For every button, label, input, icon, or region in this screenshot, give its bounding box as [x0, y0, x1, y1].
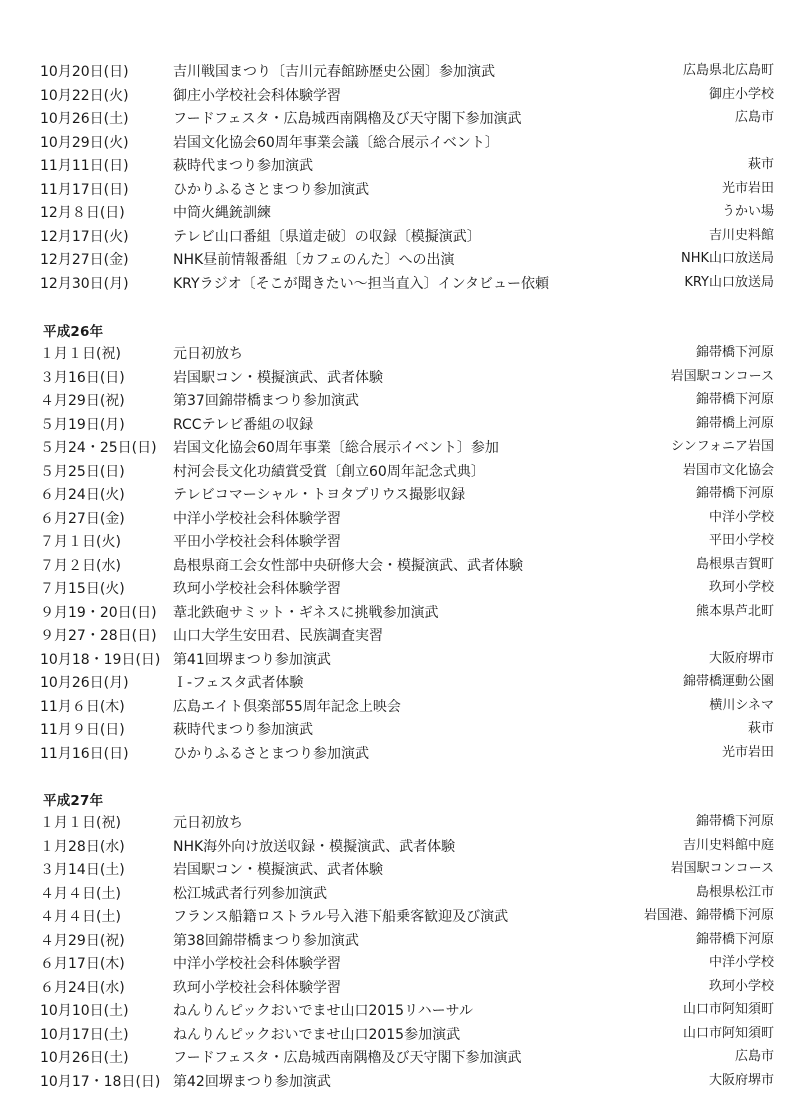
list-item: [0, 531, 800, 555]
row-event: ねんりんピックおいでませ山口2015参加演武: [173, 1026, 461, 1043]
row-event: 岩国文化協会60周年事業会議〔総合展示イベント〕: [173, 134, 499, 151]
row-place: 横川シネマ: [709, 697, 774, 713]
row-place: 光市岩田: [721, 180, 774, 196]
row-date: 10月29日(火): [40, 134, 129, 151]
row-place: 錦帯橋下河原: [695, 345, 774, 360]
row-event: 第38回錦帯橋まつり参加演武: [173, 932, 359, 949]
row-place: 錦帯橋下河原: [695, 814, 774, 829]
row-place: NHK山口放送局: [680, 251, 774, 266]
row-date: ７月15日(火): [40, 581, 125, 597]
row-place: 島根県吉賀町: [695, 556, 774, 572]
row-event: 岩国文化協会60周年事業〔総合展示イベント〕参加: [173, 440, 499, 456]
row-event: ひかりふるさとまつり参加演武: [173, 745, 369, 762]
row-place: 岩国市文化協会: [682, 462, 774, 478]
row-event: テレビ山口番組〔県道走破〕の収録〔模擬演武〕: [173, 228, 481, 245]
row-place: 広島市: [734, 1049, 774, 1064]
list-item: [0, 555, 800, 579]
row-place: 錦帯橋下河原: [695, 486, 774, 501]
row-event: 平田小学校社会科体験学習: [173, 534, 341, 550]
list-item: [0, 1000, 800, 1024]
list-item: [0, 836, 800, 860]
list-item: [0, 859, 800, 883]
row-date: ９月19・20日(日): [40, 604, 157, 621]
list-item: [0, 461, 800, 485]
row-place: 岩国駅コンコース: [670, 861, 774, 876]
row-date: １月１日(祝): [40, 346, 121, 362]
row-date: 11月17日(日): [40, 181, 129, 198]
list-item: [0, 249, 800, 273]
list-item: [0, 343, 800, 367]
row-place: うかい場: [721, 204, 774, 219]
row-event: 萩時代まつり参加演武: [173, 722, 313, 738]
row-place: 大阪府堺市: [708, 650, 774, 666]
list-item: [0, 883, 800, 907]
list-item: [0, 625, 800, 649]
row-place: 岩国駅コンコース: [670, 368, 774, 384]
row-date: ９月27・28日(日): [40, 628, 157, 644]
row-place: 岩国港、錦帯橋下河原: [643, 908, 774, 923]
row-date: 11月９日(日): [40, 722, 125, 738]
row-place: 吉川史料館中庭: [682, 837, 774, 853]
row-event: 山口大学生安田君、民族調査実習: [173, 628, 383, 644]
row-date: 10月17日(土): [40, 1026, 129, 1043]
row-event: フードフェスタ・広島城西南隅櫓及び天守閣下参加演武: [173, 1050, 522, 1066]
list-item: [0, 61, 800, 85]
list-item: [0, 696, 800, 720]
row-event: 玖珂小学校社会科体験学習: [173, 979, 341, 996]
row-date: 10月22日(火): [40, 87, 129, 104]
list-item: [0, 179, 800, 203]
row-place: 広島市: [734, 110, 774, 125]
row-date: ３月16日(日): [40, 369, 125, 386]
row-date: ４月４日(土): [40, 885, 121, 902]
row-event: 中洋小学校社会科体験学習: [173, 510, 341, 527]
row-date: ７月２日(水): [40, 557, 121, 574]
row-date: 10月17・18日(日): [40, 1073, 161, 1090]
row-date: 12月27日(金): [40, 252, 129, 268]
row-event: NHK海外向け放送収録・模擬演武、武者体験: [173, 838, 456, 855]
row-place: シンフォニア岩国: [670, 439, 774, 454]
row-date: 12月17日(火): [40, 228, 129, 245]
row-event: 元日初放ち: [173, 815, 243, 831]
row-place: 広島県北広島町: [682, 63, 774, 78]
row-event: 村河会長文化功績賞受賞〔創立60周年記念式典〕: [173, 463, 485, 480]
row-place: KRY山口放送局: [684, 274, 774, 290]
row-event: 岩国駅コン・模擬演武、武者体験: [173, 862, 383, 878]
row-date: 11月11日(日): [40, 158, 129, 174]
row-event: ねんりんピックおいでませ山口2015リハーサル: [173, 1003, 473, 1019]
section-heading: 平成26年: [43, 324, 104, 340]
list-item: [0, 155, 800, 179]
row-place: 島根県松江市: [695, 884, 774, 900]
list-item: [0, 602, 800, 626]
row-event: フランス船籍ロストラル号入港下船乗客歓迎及び演武: [173, 909, 509, 925]
row-place: 光市岩田: [721, 744, 774, 760]
list-item: [0, 578, 800, 602]
row-date: 12月８日(日): [40, 205, 125, 221]
row-event: 吉川戦国まつり〔吉川元春館跡歴史公園〕参加演武: [173, 64, 495, 80]
row-date: ６月17日(木): [40, 956, 125, 972]
list-item: [0, 906, 800, 930]
row-place: 吉川史料館: [708, 227, 774, 243]
row-place: 萩市: [747, 721, 774, 736]
list-item: [0, 85, 800, 109]
row-date: ５月19日(月): [40, 416, 125, 433]
list-item: [0, 719, 800, 743]
row-place: 山口市阿知須町: [682, 1025, 774, 1041]
row-event: 中洋小学校社会科体験学習: [173, 956, 341, 972]
row-event: RCCテレビ番組の収録: [173, 416, 314, 433]
row-place: 熊本県芦北町: [695, 603, 774, 619]
row-place: 玖珂小学校: [708, 580, 774, 595]
row-date: ４月29日(祝): [40, 932, 125, 949]
row-date: ３月14日(土): [40, 862, 125, 878]
row-date: ６月27日(金): [40, 510, 125, 527]
row-date: １月１日(祝): [40, 815, 121, 831]
row-date: 10月26日(土): [40, 111, 129, 127]
row-event: 第42回堺まつり参加演武: [173, 1073, 331, 1090]
list-item: [0, 812, 800, 836]
row-event: 葦北鉄砲サミット・ギネスに挑戦参加演武: [173, 604, 439, 621]
row-event: 岩国駅コン・模擬演武、武者体験: [173, 369, 383, 386]
row-place: 玖珂小学校: [708, 978, 774, 994]
list-item: [0, 649, 800, 673]
row-date: ５月24・25日(日): [40, 440, 157, 456]
row-date: 10月20日(日): [40, 64, 129, 80]
row-place: 錦帯橋下河原: [695, 392, 774, 407]
row-date: 10月18・19日(日): [40, 651, 161, 668]
list-item: [0, 367, 800, 391]
row-date: ５月25日(日): [40, 463, 125, 480]
row-event: 萩時代まつり参加演武: [173, 158, 313, 174]
list-item: [0, 508, 800, 532]
row-event: 松江城武者行列参加演武: [173, 885, 327, 902]
row-event: 中筒火縄銃訓練: [173, 205, 271, 221]
row-date: 10月26日(土): [40, 1050, 129, 1066]
row-place: 錦帯橋運動公園: [682, 674, 774, 689]
list-item: [0, 930, 800, 954]
list-item: [0, 743, 800, 767]
row-event: Ｉ-フェスタ武者体験: [173, 675, 304, 691]
row-date: ４月４日(土): [40, 909, 121, 925]
row-place: 平田小学校: [708, 533, 774, 548]
list-item: [0, 202, 800, 226]
row-place: 中洋小学校: [708, 955, 774, 970]
row-place: 中洋小学校: [708, 509, 774, 525]
row-event: 御庄小学校社会科体験学習: [173, 87, 341, 104]
list-item: [0, 108, 800, 132]
row-place: 萩市: [747, 157, 774, 172]
row-event: KRYラジオ〔そこが聞きたい〜担当直入〕インタビュー依頼: [173, 275, 550, 292]
row-event: 元日初放ち: [173, 346, 243, 362]
list-item: [0, 977, 800, 1001]
row-place: 山口市阿知須町: [682, 1002, 774, 1017]
row-date: ４月29日(祝): [40, 393, 125, 409]
row-event: 広島エイト倶楽部55周年記念上映会: [173, 698, 401, 715]
row-date: 12月30日(月): [40, 275, 129, 292]
list-item: [0, 226, 800, 250]
row-event: テレビコマーシャル・トヨタプリウス撮影収録: [173, 487, 466, 503]
list-item: [0, 414, 800, 438]
row-date: ７月１日(火): [40, 534, 121, 550]
list-item: [0, 484, 800, 508]
row-date: ６月24日(水): [40, 979, 125, 996]
row-event: フードフェスタ・広島城西南隅櫓及び天守閣下参加演武: [173, 111, 522, 127]
row-event: NHK昼前情報番組〔カフェのんた〕への出演: [173, 252, 455, 268]
section-heading: 平成27年: [43, 793, 104, 809]
list-item: [0, 953, 800, 977]
row-place: 大阪府堺市: [708, 1072, 774, 1088]
row-date: 10月10日(土): [40, 1003, 129, 1019]
row-place: 錦帯橋上河原: [695, 415, 774, 431]
row-date: ６月24日(火): [40, 487, 125, 503]
row-event: 第41回堺まつり参加演武: [173, 651, 331, 668]
row-date: 11月16日(日): [40, 745, 129, 762]
list-item: [0, 1024, 800, 1048]
row-place: 御庄小学校: [708, 86, 774, 102]
row-date: １月28日(水): [40, 838, 125, 855]
list-item: [0, 132, 800, 156]
row-event: 玖珂小学校社会科体験学習: [173, 581, 341, 597]
row-place: 錦帯橋下河原: [695, 931, 774, 947]
list-item: [0, 437, 800, 461]
list-item: [0, 1071, 800, 1095]
list-item: [0, 672, 800, 696]
row-event: 島根県商工会女性部中央研修大会・模擬演武、武者体験: [173, 557, 523, 574]
list-item: [0, 273, 800, 297]
row-event: 第37回錦帯橋まつり参加演武: [173, 393, 359, 409]
row-date: 11月６日(木): [40, 698, 125, 715]
row-date: 10月26日(月): [40, 675, 129, 691]
list-item: [0, 390, 800, 414]
list-item: [0, 1047, 800, 1071]
row-event: ひかりふるさとまつり参加演武: [173, 181, 369, 198]
